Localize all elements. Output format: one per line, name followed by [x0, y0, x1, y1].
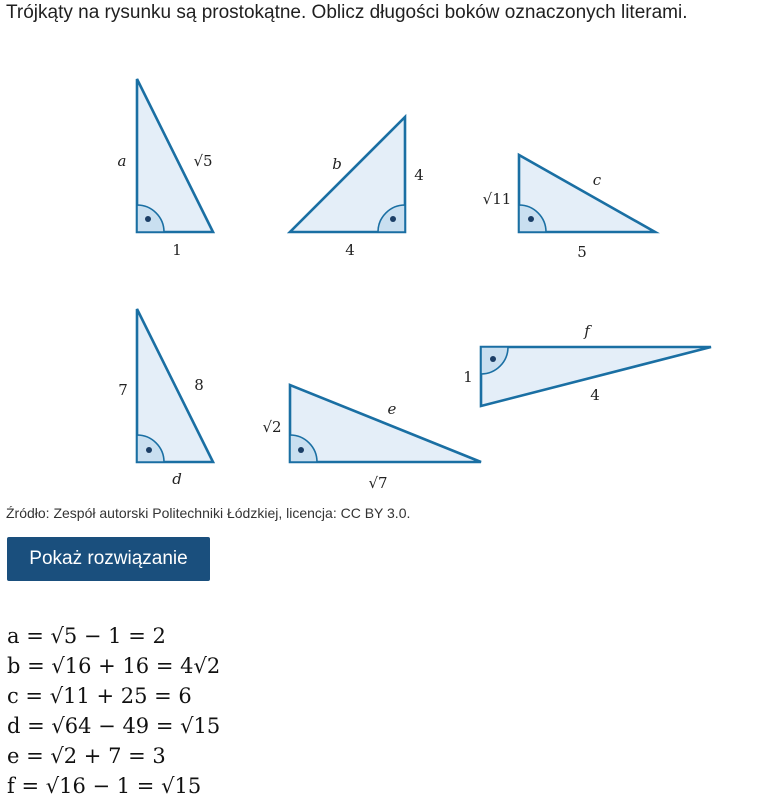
triangle-d — [118, 309, 213, 488]
label-d-vert: 7 — [118, 381, 128, 399]
label-f-bottom: 4 — [590, 386, 600, 404]
label-f-vert: 1 — [463, 368, 473, 386]
label-f: f — [584, 322, 590, 340]
label-b: b — [332, 155, 342, 173]
triangle-f — [463, 322, 711, 406]
solution-a: a = √5 − 1 = 2 — [7, 624, 166, 648]
solution-b: b = √16 + 16 = 4√2 — [7, 654, 221, 678]
solution-d: d = √64 − 49 = √15 — [7, 714, 221, 738]
triangle-b — [290, 117, 424, 259]
label-b-base: 4 — [345, 241, 355, 259]
label-d: d — [172, 470, 182, 488]
triangle-a — [118, 79, 213, 259]
label-a-hyp: √5 — [193, 152, 213, 170]
task-instruction: Trójkąty na rysunku są prostokątne. Oblicz długości boków oznaczonych literami. — [6, 2, 688, 23]
solution-e: e = √2 + 7 = 3 — [7, 744, 166, 768]
label-c-base: 5 — [577, 243, 587, 261]
solutions-block — [7, 621, 220, 801]
show-solution-button[interactable]: Pokaż rozwiązanie — [7, 537, 210, 581]
label-e-base: √7 — [368, 474, 388, 492]
label-e-vert: √2 — [262, 418, 282, 436]
label-a: a — [117, 152, 127, 170]
label-b-vert: 4 — [414, 166, 424, 184]
label-c: c — [592, 171, 602, 189]
label-e: e — [387, 400, 397, 418]
solution-c: c = √11 + 25 = 6 — [7, 684, 192, 708]
triangle-e — [262, 385, 481, 492]
label-c-vert: √11 — [482, 190, 512, 208]
source-caption: Źródło: Zespół autorski Politechniki Łódzkiej, licencja: CC BY 3.0. — [6, 505, 411, 521]
label-a-base: 1 — [172, 241, 182, 259]
solution-f: f = √16 − 1 = √15 — [7, 774, 202, 798]
triangle-c — [483, 155, 655, 261]
label-d-hyp: 8 — [194, 376, 204, 394]
